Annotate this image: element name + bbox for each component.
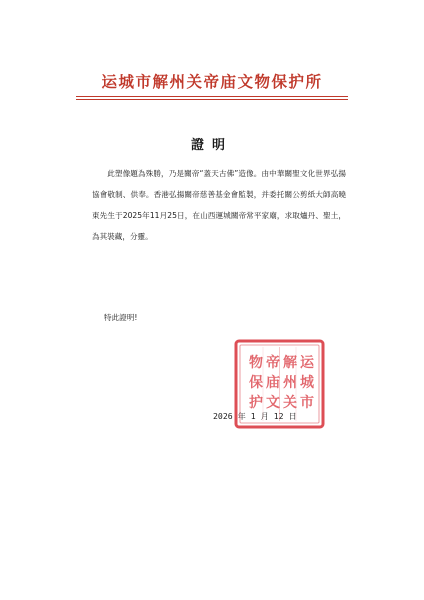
seal-glyph: 解 [283,355,297,371]
seal-glyph: 市 [300,395,314,411]
seal-glyph: 运 [300,355,314,371]
document-body: 此塑像題為殊勝，乃是關帝“蓋天古佛”造像。由中華關聖文化世界弘揚協會敬制、供奉。香港弘揚關帝慈善基金會監製，并委托關公剪紙大師高曉東先生于2025年11月25日，在山西運城關帝常平家廟，求取爐丹、聖土，為其裝藏，分靈。 [92,169,346,241]
official-seal [234,339,325,429]
seal-glyph: 物 [249,355,263,371]
seal-glyph: 文 [266,395,280,411]
seal-glyph: 帝 [266,355,280,371]
letterhead-title: 运城市解州关帝庙文物保护所 [101,72,323,91]
seal-glyph: 关 [283,395,297,411]
document-date: 2026 年 1 月 12 日 [213,411,297,421]
seal-stamp-graphic [234,339,325,429]
seal-glyph: 城 [300,375,314,391]
closing-line: 特此證明! [104,313,138,322]
letterhead-rule-top [76,96,348,97]
document-title: 證明 [190,138,233,153]
seal-glyph: 庙 [266,375,280,391]
seal-glyph: 州 [283,375,297,391]
letterhead-rule-bottom [76,99,348,100]
seal-glyph: 护 [249,395,263,411]
seal-glyph: 保 [249,375,263,391]
